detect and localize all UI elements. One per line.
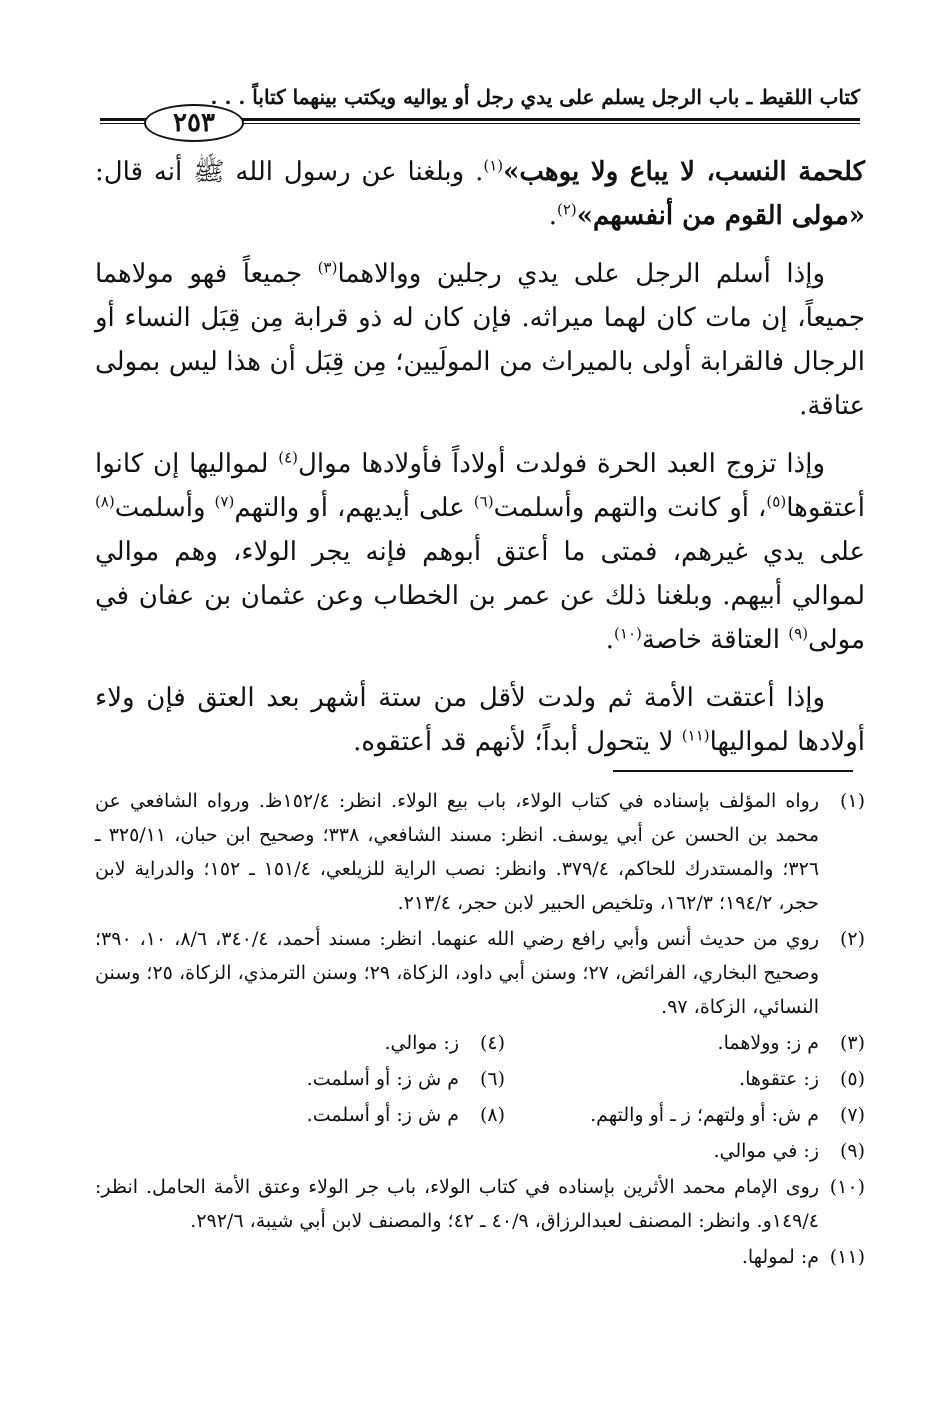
footnote-number: (٦) <box>479 1068 505 1090</box>
footnote-8 <box>165 1098 505 1132</box>
footnote-number: (٣) <box>839 1032 865 1054</box>
footnote-ref: (٢) <box>556 200 577 219</box>
footnote-7 <box>505 1098 865 1132</box>
paragraph-text: ، أو كانت والتهم وأسلمت <box>493 493 767 523</box>
footnote-2 <box>95 922 865 1024</box>
paragraph-4 <box>95 676 865 764</box>
paragraph-text: . <box>605 625 615 655</box>
footnote-1 <box>95 784 865 920</box>
paragraph-text: لمواليها إن كانوا أعتقوها <box>95 449 865 523</box>
footnote-10 <box>95 1170 865 1238</box>
running-title: كتاب اللقيط ـ باب الرجل يسلم على يدي رجل أو يواليه ويكتب بينهما كتاباً . . . <box>210 85 860 109</box>
paragraph-text: على أيديهم، أو والتهم <box>234 493 474 523</box>
footnote-text: م ش ز: أو أسلمت. <box>306 1104 459 1126</box>
paragraph-text: العتاقة خاصة <box>641 625 789 655</box>
paragraph-text: جميعاً فهو مولاهما جميعاً، إن مات كان لهما ميراثه. فإن كان له ذو قرابة مِن قِبَل النساء أو الرجال فالقرابة أولى بالميراث من المولَيين؛ مِن قِبَل أن هذا ليس بمولى عتاقة. <box>95 259 865 421</box>
paragraph-3 <box>95 442 865 662</box>
footnote-ref: (٩) <box>788 624 809 643</box>
footnote-11 <box>95 1240 865 1274</box>
footnote-text: ز: عتقوها. <box>739 1068 819 1090</box>
footnote-ref: (٤) <box>278 448 299 467</box>
footnote-6 <box>165 1062 505 1096</box>
footnotes <box>95 784 865 1276</box>
paragraph-text: وأسلمت <box>114 493 215 523</box>
footnote-number: (٢) <box>839 928 865 950</box>
footnote-number: (١١) <box>829 1246 865 1268</box>
footnote-5 <box>505 1062 865 1096</box>
footnote-number: (٥) <box>839 1068 865 1090</box>
paragraph-text: على يدي غيرهم، فمتى ما أعتق أبوهم فإنه يجر الولاء، وهم موالي لموالي أبيهم. وبلغنا ذلك عن عمر بن الخطاب وعن عثمان بن عفان في مولى <box>95 537 865 655</box>
footnote-ref: (١١) <box>681 726 710 745</box>
footnote-text: م ز: وولاهما. <box>717 1032 819 1054</box>
footnote-text: روي من حديث أنس وأبي رافع رضي الله عنهما. انظر: مسند أحمد، ٣٤٠/٤، ٨/٦، ١٠، ٣٩٠؛ وصحيح البخاري، الفرائض، ٢٧؛ وسنن أبي داود، الزكاة، ٢٩؛ وسنن الترمذي، الزكاة، ٢٥؛ وسنن النسائي، الزكاة، ٩٧. <box>95 928 820 1018</box>
footnote-row <box>95 1026 865 1060</box>
footnote-number: (٩) <box>839 1140 865 1162</box>
page-number: ٢٥٣ <box>144 104 244 142</box>
footnote-ref: (٥) <box>766 492 787 511</box>
footnote-ref: (٣) <box>317 258 338 277</box>
footnote-number: (١٠) <box>829 1176 865 1198</box>
quoted-hadith: كلحمة النسب، لا يباع ولا يوهب» <box>503 157 866 187</box>
footnote-number: (٤) <box>479 1032 505 1054</box>
footnote-separator <box>613 770 853 772</box>
footnote-row <box>95 1098 865 1132</box>
footnote-text: روى الإمام محمد الأثرين بإسناده في كتاب الولاء، باب جر الولاء وعتق الأمة الحامل. انظر: ١٤٩/٤و. وانظر: المصنف لعبدالرزاق، ٤٠/٩ ـ ٤٢؛ والمصنف لابن أبي شيبة، ٢٩٢/٦. <box>95 1176 819 1232</box>
footnote-number: (٧) <box>839 1104 865 1126</box>
footnote-text: م ش: أو ولتهم؛ ز ـ أو والتهم. <box>590 1104 819 1126</box>
footnote-4 <box>165 1026 505 1060</box>
footnote-ref: (١٠) <box>614 624 642 643</box>
footnote-text: رواه المؤلف بإسناده في كتاب الولاء، باب بيع الولاء. انظر: ١٥٢/٤ظ. ورواه الشافعي عن محمد بن الحسن عن أبي يوسف. انظر: مسند الشافعي، ٣٣٨؛ وصحيح ابن حبان، ٣٢٥/١١ ـ ٣٢٦؛ والمستدرك للحاكم، ٣٧٩/٤. وانظر: نصب الراية للزيلعي، ١٥١/٤ ـ ١٥٢؛ والدراية لابن حجر، ١٩٤/٢؛ ١٦٢/٣، وتلخيص الحبير لابن حجر، ٢١٣/٤. <box>95 790 819 914</box>
footnote-text: م: لمولها. <box>741 1246 819 1268</box>
paragraph-text: وإذا أعتقت الأمة ثم ولدت لأقل من ستة أشهر بعد العتق فإن ولاء أولادها لمواليها <box>95 683 865 757</box>
paragraph-text: وإذا تزوج العبد الحرة فولدت أولاداً فأولادها موال <box>298 449 825 479</box>
footnote-ref: (٨) <box>95 492 115 511</box>
page-header <box>100 82 860 142</box>
footnote-text: ز: موالي. <box>384 1032 459 1054</box>
footnote-text: ز: في موالي. <box>713 1140 819 1162</box>
paragraph-text: . وبلغنا عن رسول الله ﷺ أنه قال: <box>95 157 484 187</box>
footnote-3 <box>505 1026 865 1060</box>
footnote-9 <box>95 1134 865 1168</box>
footnote-text: م ش ز: أو أسلمت. <box>306 1068 459 1090</box>
footnote-number: (٨) <box>479 1104 505 1126</box>
footnote-ref: (٦) <box>473 492 494 511</box>
footnote-row <box>95 1062 865 1096</box>
footnote-ref: (١) <box>483 156 504 175</box>
footnote-ref: (٧) <box>214 492 235 511</box>
paragraph-text: . <box>548 201 557 231</box>
footnote-number: (١) <box>839 790 865 812</box>
paragraph-2 <box>95 252 865 428</box>
quoted-hadith: «مولى القوم من أنفسهم» <box>576 201 865 231</box>
paragraph-text: وإذا أسلم الرجل على يدي رجلين ووالاهما <box>337 259 825 289</box>
paragraph-text: لا يتحول أبداً؛ لأنهم قد أعتقوه. <box>353 727 682 757</box>
paragraph-1 <box>95 150 865 238</box>
main-text <box>95 150 865 778</box>
